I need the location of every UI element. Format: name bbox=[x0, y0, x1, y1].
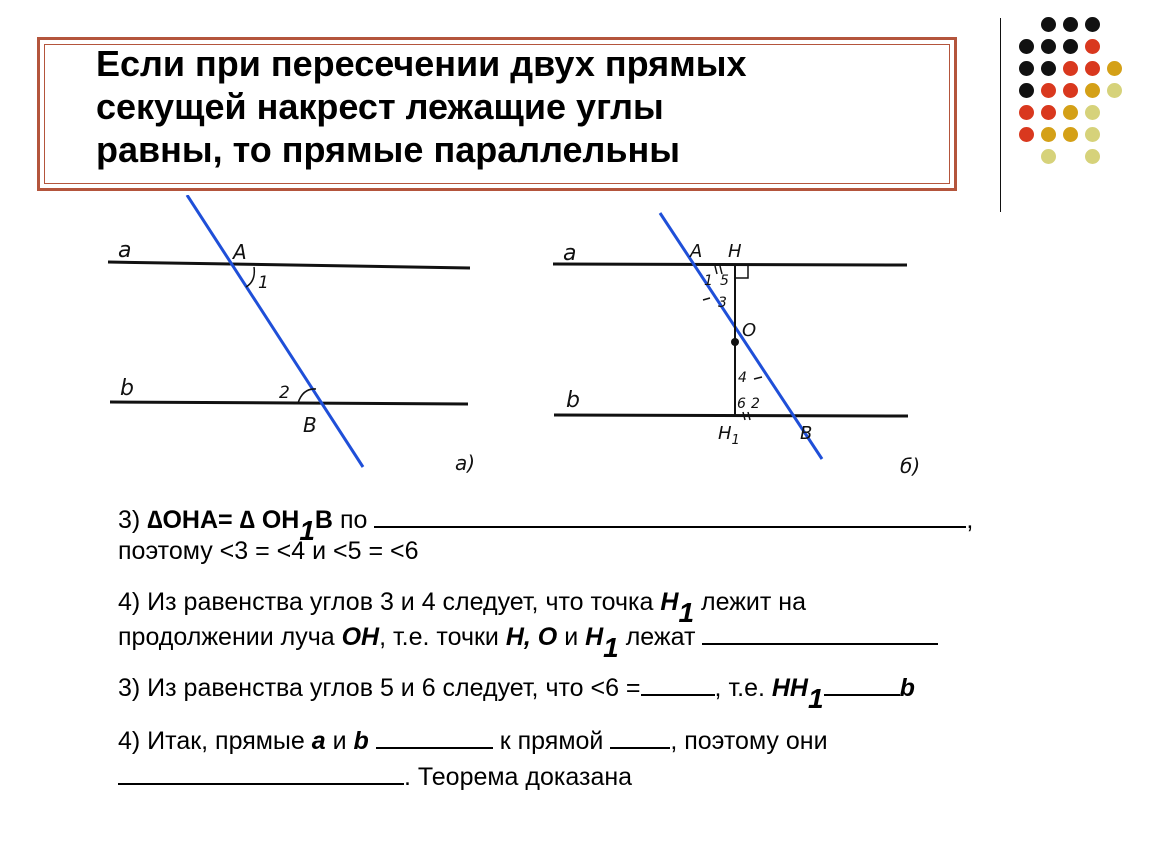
decor-dot bbox=[1019, 83, 1034, 98]
decor-dot bbox=[1085, 127, 1100, 142]
decor-dot bbox=[1085, 61, 1100, 76]
figure-a bbox=[108, 195, 475, 475]
point-H1: H bbox=[660, 588, 679, 616]
label-a: a bbox=[118, 238, 132, 263]
step-4-line bbox=[118, 586, 806, 628]
label-point-A: A bbox=[233, 240, 247, 264]
decor-dot bbox=[1085, 105, 1100, 120]
decor-dot bbox=[1107, 61, 1122, 76]
triangle-symbol: ∆ bbox=[147, 506, 163, 534]
point-H1: H bbox=[585, 623, 604, 651]
answer-blank[interactable] bbox=[374, 506, 966, 528]
caption-b: б) bbox=[900, 454, 921, 478]
step-3-angles-equal bbox=[118, 672, 915, 714]
text: лежат bbox=[625, 623, 696, 651]
decor-dot bbox=[1085, 149, 1100, 164]
label-angle-5: 5 bbox=[720, 273, 729, 289]
decor-dot bbox=[1041, 127, 1056, 142]
text: 4) Итак, прямые bbox=[118, 727, 305, 755]
tick-mark bbox=[743, 412, 745, 420]
text: , т.е. bbox=[714, 674, 765, 702]
step-3-triangles bbox=[118, 504, 974, 546]
decor-dot bbox=[1063, 61, 1078, 76]
decor-dot bbox=[1041, 149, 1056, 164]
decor-dot bbox=[1019, 39, 1034, 54]
line-a: a bbox=[311, 727, 326, 755]
triangle-OHA: OHA= bbox=[162, 506, 233, 534]
tick-mark bbox=[703, 298, 710, 300]
decor-dot bbox=[1041, 39, 1056, 54]
subscript: 1 bbox=[678, 597, 695, 628]
decor-dot bbox=[1085, 17, 1100, 32]
caption-a: а) bbox=[455, 451, 476, 475]
segment-HH1: HH bbox=[771, 674, 808, 702]
triangle-vertex-B: B bbox=[314, 506, 333, 534]
label-angle-3: 3 bbox=[718, 295, 727, 311]
figures bbox=[70, 195, 970, 495]
label-angle-6: 6 bbox=[737, 396, 746, 412]
step-3-angles: поэтому <3 = <4 и <5 = <6 bbox=[118, 537, 419, 565]
text: лежит на bbox=[700, 588, 806, 616]
decor-dot bbox=[1041, 105, 1056, 120]
text: , т.е. точки bbox=[379, 623, 499, 651]
reason-word: по bbox=[339, 506, 368, 534]
text: 4) Из равенства углов 3 и 4 следует, что точка bbox=[118, 588, 654, 616]
slide-title bbox=[96, 42, 936, 171]
title-line-3: равны, то прямые параллельны bbox=[96, 129, 680, 170]
answer-blank[interactable] bbox=[824, 674, 900, 696]
label-b: b bbox=[566, 388, 580, 413]
label-point-A: A bbox=[690, 241, 703, 262]
label-b: b bbox=[120, 376, 134, 401]
tick-mark bbox=[715, 266, 717, 274]
line-a bbox=[553, 264, 907, 265]
answer-blank[interactable] bbox=[641, 674, 715, 696]
decor-dot bbox=[1019, 127, 1034, 142]
answer-blank[interactable] bbox=[610, 727, 670, 749]
answer-blank[interactable] bbox=[376, 727, 493, 749]
step-4-conclusion-2 bbox=[118, 762, 632, 792]
decor-dot bbox=[1063, 127, 1078, 142]
decor-dot bbox=[1107, 83, 1122, 98]
decor-dot bbox=[1085, 83, 1100, 98]
decor-dot bbox=[1063, 39, 1078, 54]
decor-dot bbox=[1019, 61, 1034, 76]
transversal bbox=[187, 195, 363, 467]
decor-dot bbox=[1085, 39, 1100, 54]
line-b: b bbox=[899, 674, 915, 702]
answer-blank[interactable] bbox=[118, 763, 404, 785]
label-point-O: O bbox=[742, 320, 757, 341]
text: . Теорема доказана bbox=[404, 763, 633, 791]
subscript: 1 bbox=[807, 683, 824, 714]
points-H-O: H, O bbox=[505, 623, 558, 651]
decor-dot bbox=[1041, 83, 1056, 98]
decor-dot bbox=[1041, 61, 1056, 76]
step-4-line-2 bbox=[118, 621, 938, 663]
label-angle-2: 2 bbox=[279, 383, 290, 403]
title-line-1: Если при пересечении двух прямых bbox=[96, 43, 747, 84]
label-angle-4: 4 bbox=[738, 370, 747, 386]
text: 3) Из равенства углов 5 и 6 следует, что <6 = bbox=[118, 674, 641, 702]
decor-dot bbox=[1063, 83, 1078, 98]
decor-dot bbox=[1041, 17, 1056, 32]
decor-vertical-line bbox=[1000, 18, 1001, 212]
right-angle-mark bbox=[735, 265, 748, 278]
ray-OH: OH bbox=[341, 623, 380, 651]
label-angle-1: 1 bbox=[704, 273, 713, 289]
subscript: 1 bbox=[603, 632, 619, 663]
tick-mark bbox=[748, 412, 750, 420]
tick-mark bbox=[754, 377, 762, 379]
decor-dot bbox=[1063, 105, 1078, 120]
text: к прямой bbox=[499, 727, 604, 755]
decor-dot bbox=[1063, 17, 1078, 32]
label-point-H1: $H_1$ bbox=[718, 423, 740, 448]
line-b: b bbox=[353, 727, 369, 755]
step-4-conclusion bbox=[118, 726, 828, 756]
label-point-H: H bbox=[728, 241, 742, 262]
comma: , bbox=[966, 506, 974, 534]
triangle-symbol: ∆ bbox=[239, 506, 255, 534]
angle-1-arc bbox=[246, 267, 254, 287]
label-point-B: B bbox=[303, 413, 317, 437]
triangle-OH1B: OH bbox=[261, 506, 300, 534]
label-angle-1: 1 bbox=[258, 273, 269, 293]
line-b bbox=[554, 415, 908, 416]
text: и bbox=[332, 727, 347, 755]
label-a: a bbox=[563, 241, 577, 266]
step-number: 3) bbox=[118, 506, 141, 534]
decor-dot bbox=[1019, 105, 1034, 120]
figure-b bbox=[553, 213, 920, 478]
label-point-B: B bbox=[800, 423, 813, 444]
answer-blank[interactable] bbox=[702, 623, 938, 645]
text: , поэтому они bbox=[670, 727, 828, 755]
title-line-2: секущей накрест лежащие углы bbox=[96, 86, 664, 127]
label-angle-2: 2 bbox=[751, 396, 760, 412]
point-O bbox=[731, 338, 739, 346]
subscript: 1 bbox=[299, 515, 315, 546]
text: продолжении луча bbox=[118, 623, 335, 651]
text: и bbox=[564, 623, 579, 651]
line-a bbox=[108, 262, 470, 268]
